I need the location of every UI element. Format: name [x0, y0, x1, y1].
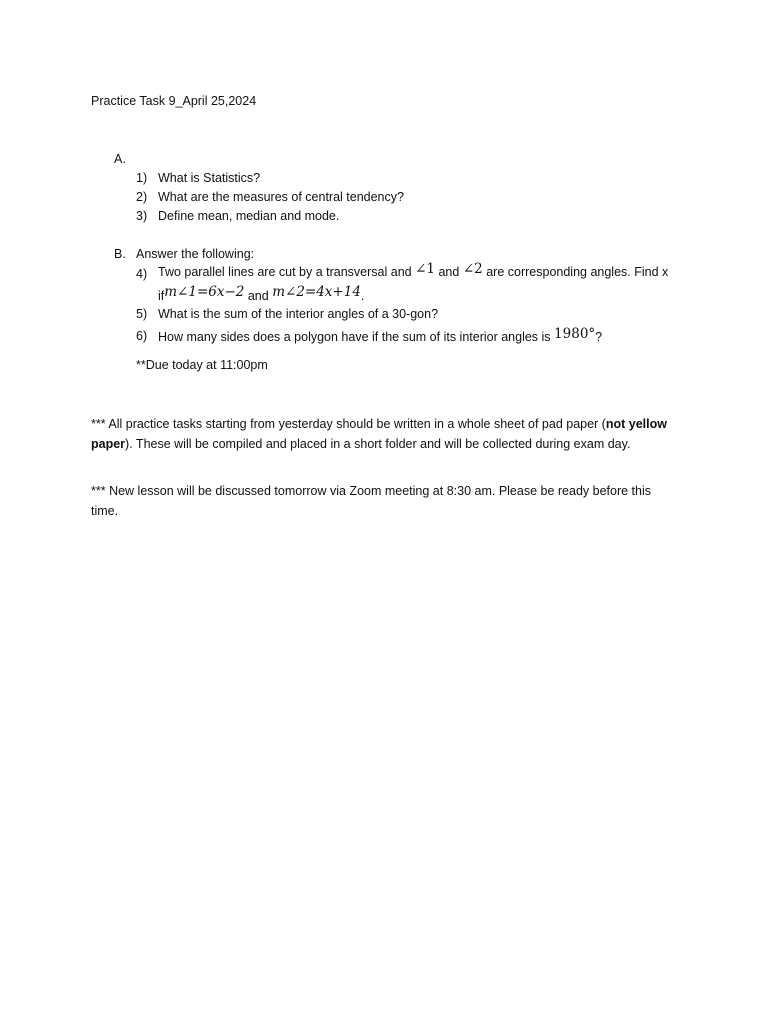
question-6-question-mark: ? — [595, 330, 603, 344]
note-paper-instructions — [91, 415, 681, 454]
question-5-number: 5) — [136, 307, 148, 321]
note-1-text-after: ). These will be compiled and placed in a short folder and will be collected during exam day. — [125, 436, 631, 451]
question-4-period: . — [360, 289, 365, 303]
question-1-number: 1) — [136, 171, 148, 185]
question-4-and-2: and — [247, 289, 269, 303]
question-3-text: Define mean, median and mode. — [158, 209, 340, 223]
question-4-and: and — [438, 265, 460, 279]
page-title: Practice Task 9_April 25,2024 — [91, 94, 257, 108]
question-4-text-part-1: Two parallel lines are cut by a transversal and — [158, 265, 412, 279]
section-a-letter: A. — [114, 152, 126, 166]
section-b-heading: Answer the following: — [136, 247, 255, 261]
question-4-line-2 — [158, 284, 365, 303]
angle-sum-value: 1980° — [554, 326, 596, 342]
question-2-number: 2) — [136, 190, 148, 204]
equation-angle-1: m∠1=6x−2 — [164, 284, 245, 300]
question-3-number: 3) — [136, 209, 148, 223]
section-b-letter: B. — [114, 247, 126, 261]
angle-1-symbol: ∠1 — [415, 261, 435, 277]
note-1-text-before: *** All practice tasks starting from yesterday should be written in a whole sheet of pad paper ( — [91, 417, 606, 431]
note-zoom-meeting: *** New lesson will be discussed tomorrow via Zoom meeting at 8:30 am. Please be ready before this time. — [91, 484, 651, 518]
note-1-emphasis: not yellow paper — [91, 417, 667, 451]
question-5-text: What is the sum of the interior angles of a 30-gon? — [158, 307, 439, 321]
question-2-text: What are the measures of central tendency? — [158, 190, 404, 204]
due-notice: **Due today at 11:00pm — [136, 358, 268, 372]
question-6-line — [158, 326, 602, 342]
question-4-text-part-2: are corresponding angles. Find x — [486, 265, 669, 279]
question-4-number: 4) — [136, 267, 148, 281]
question-6-number: 6) — [136, 329, 148, 343]
question-4-if: if — [158, 289, 165, 303]
question-1-text: What is Statistics? — [158, 171, 261, 185]
question-4-line-1 — [158, 261, 669, 280]
angle-2-symbol: ∠2 — [462, 261, 483, 277]
equation-angle-2: m∠2=4x+14 — [272, 284, 361, 300]
question-6-text: How many sides does a polygon have if the sum of its interior angles is — [158, 330, 551, 344]
